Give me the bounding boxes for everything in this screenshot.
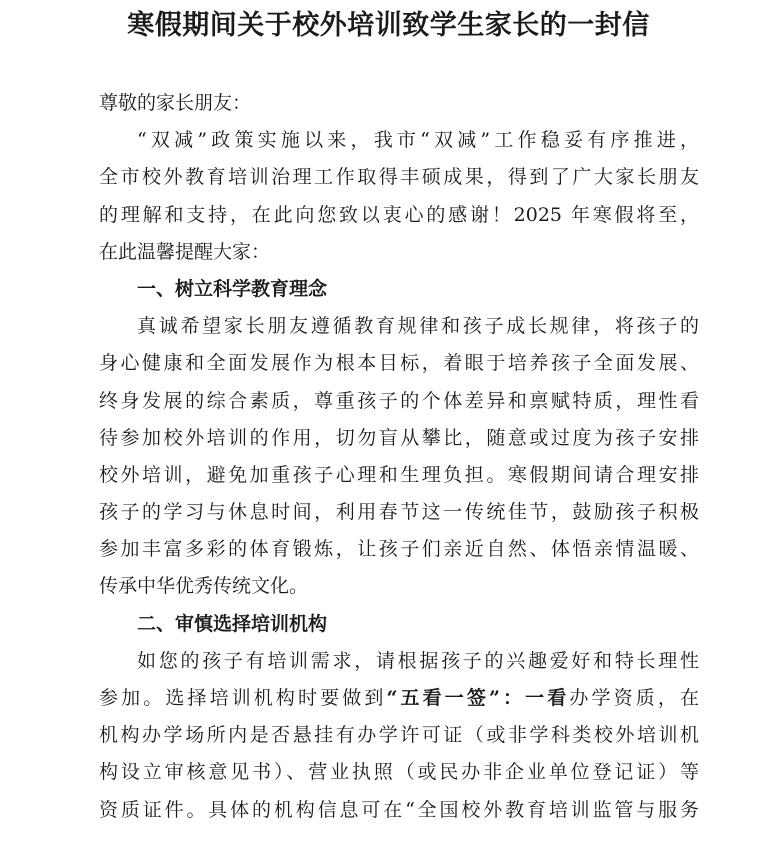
paragraph-line: 机构办学场所内是否悬挂有办学许可证（或非学科类校外培训机 [99, 724, 699, 747]
paragraph-line: 待参加校外培训的作用，切勿盲从攀比，随意或过度为孩子安排 [99, 426, 699, 449]
paragraph-line: 身心健康和全面发展作为根本目标，着眼于培养孩子全面发展、 [99, 352, 699, 375]
intro-line: 全市校外教育培训治理工作取得丰硕成果，得到了广大家长朋友 [99, 166, 699, 189]
paragraph-line: 如您的孩子有培训需求，请根据孩子的兴趣爱好和特长理性 [137, 649, 699, 672]
letter-body [99, 85, 699, 829]
intro-line: 在此温馨提醒大家： [99, 240, 271, 263]
paragraph-line: 参加丰富多彩的体育锻炼，让孩子们亲近自然、体悟亲情温暖、 [99, 538, 699, 561]
text-run: 参加。选择培训机构时要做到 [99, 687, 387, 709]
paragraph-line-mixed [99, 680, 699, 717]
section-heading-1: 一、树立科学教育理念 [137, 277, 328, 300]
paragraph-line: 构设立审核意见书）、营业执照（或民办非企业单位登记证）等 [99, 761, 699, 784]
section-heading-2: 二、审慎选择培训机构 [137, 612, 328, 635]
intro-line: “双减”政策实施以来，我市“双减”工作稳妥有序推进， [137, 129, 699, 152]
paragraph-line: 资质证件。具体的机构信息可在“全国校外教育培训监管与服务 [99, 798, 699, 821]
intro-line: 的理解和支持，在此向您致以衷心的感谢！2025 年寒假将至， [99, 203, 699, 226]
paragraph-line: 真诚希望家长朋友遵循教育规律和孩子成长规律，将孩子的 [137, 315, 699, 338]
paragraph-line: 校外培训，避免加重孩子心理和生理负担。寒假期间请合理安排 [99, 463, 699, 486]
text-run: 办学资质，在 [569, 687, 699, 709]
bold-text-run: “五看一签”：一看 [386, 687, 570, 709]
page-title: 寒假期间关于校外培训致学生家长的一封信 [127, 10, 650, 41]
paragraph-line: 终身发展的综合素质，尊重孩子的个体差异和禀赋特质，理性看 [99, 389, 699, 412]
salutation: 尊敬的家长朋友： [99, 92, 252, 114]
paragraph-line: 孩子的学习与休息时间，利用春节这一传统佳节，鼓励孩子积极 [99, 501, 699, 524]
paragraph-line: 传承中华优秀传统文化。 [99, 575, 309, 598]
